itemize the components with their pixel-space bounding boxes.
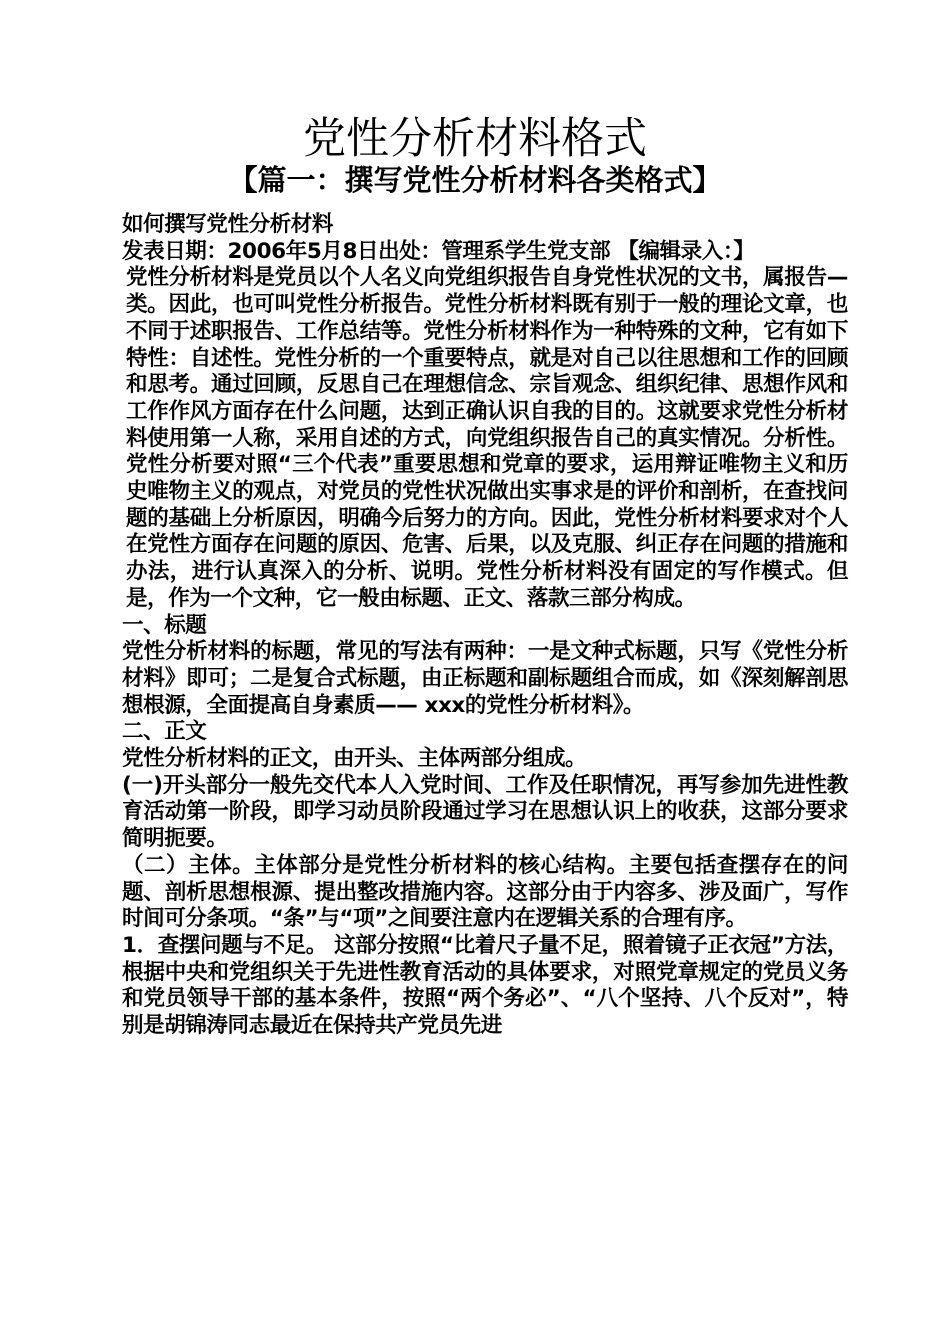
body-paragraph: 1．查摆问题与不足。 这部分按照“比着尺子量不足，照着镜子正衣冠”方法，根据中央和党组织关于先进性教育活动的具体要求，对照党章规定的党员义务和党员领导干部的基本条件，按照“两个务必”、“八个坚持、八个反对”，特别是胡锦涛同志最近在保持共产党员先进 [122,932,848,1039]
publish-info: 发表日期：2006年5月8日出处：管理系学生党支部 【编辑录入：】 [122,238,755,264]
section-heading-title: 一、标题 [122,612,207,638]
body-paragraph: 党性分析材料的标题，常见的写法有两种：一是文种式标题，只写《党性分析材料》即可；二是复合式标题，由正标题和副标题组合而成，如《深刻解剖思想根源，全面提高自身素质—— xxx的党性分析材料》。 [122,639,848,718]
body-paragraph: 党性分析材料是党员以个人名义向党组织报告自身党性状况的文书，属报告—类。因此，也可叫党性分析报告。党性分析材料既有别于一般的理论文章，也不同于述职报告、工作总结等。党性分析材料作为一种特殊的文种，它有如下特性：自述性。党性分析的一个重要特点，就是对自己以往思想和工作的回顾和思考。通过回顾，反思自己在理想信念、宗旨观念、组织纪律、思想作风和工作作风方面存在什么问题，达到正确认识自我的目的。这就要求党性分析材料使用第一人称，采用自述的方式，向党组织报告自己的真实情况。分析性。党性分析要对照“三个代表”重要思想和党章的要求，运用辩证唯物主义和历史唯物主义的观点，对党员的党性状况做出实事求是的评价和剖析，在查找问题的基础上分析原因，明确今后努力的方向。因此，党性分析材料要求对个人在党性方面存在问题的原因、危害、后果，以及克服、纠正存在问题的措施和办法，进行认真深入的分析、说明。党性分析材料没有固定的写作模式。但是，作为一个文种，它一般由标题、正文、落款三部分构成。 [126,265,848,611]
document-body [116,212,848,1040]
body-paragraph: (一)开头部分一般先交代本人入党时间、工作及任职情况，再写参加先进性教育活动第一阶段，即学习动员阶段通过学习在思想认识上的收获，这部分要求简明扼要。 [122,772,848,852]
body-paragraph: （二）主体。主体部分是党性分析材料的核心结构。主要包括查摆存在的问题、剖析思想根源、提出整改措施内容。这部分由于内容多、涉及面广，写作时间可分条项。“条”与“项”之间要注意内在逻辑关系的合理有序。 [122,852,848,932]
section-heading-body: 二、正文 [122,719,207,745]
document-title: 党性分析材料格式 [303,114,647,164]
article-heading: 如何撰写党性分析材料 [122,212,334,237]
document-subtitle: 【篇一：撰写党性分析材料各类格式】 [228,163,722,197]
body-paragraph: 党性分析材料的正文，由开头、主体两部分组成。 [122,746,587,772]
